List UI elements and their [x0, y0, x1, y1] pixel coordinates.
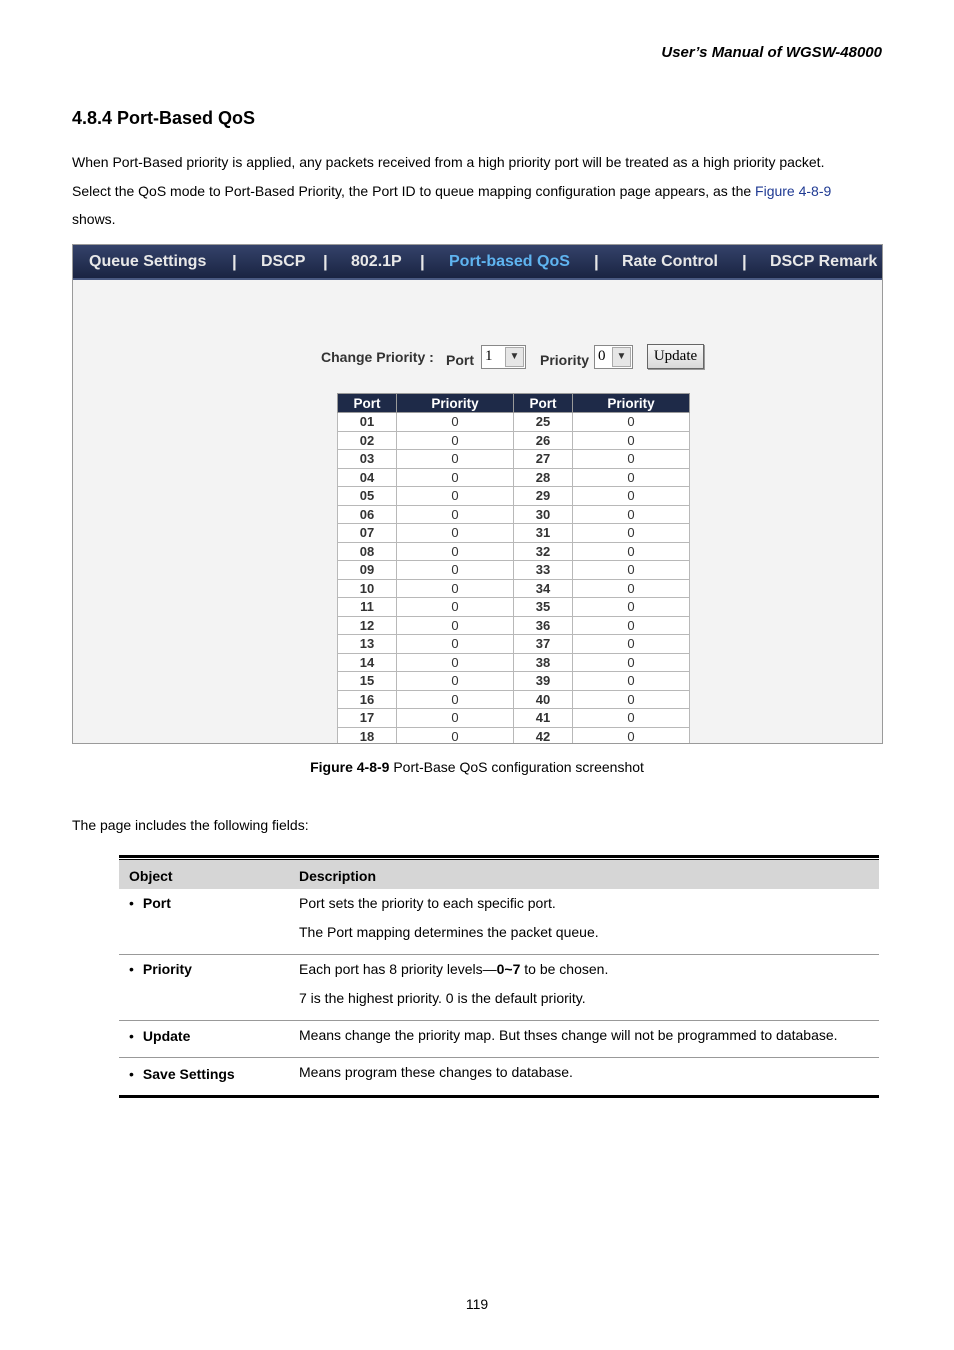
nav-separator: |: [594, 252, 599, 271]
field-row-save-settings: [119, 1058, 879, 1095]
table-row: [338, 431, 690, 450]
priority-cell: 0: [397, 690, 514, 709]
priority-cell: 0: [397, 598, 514, 617]
col-object: Object: [129, 868, 173, 884]
port-qos-screenshot: [72, 244, 883, 744]
port-cell: 30: [514, 505, 573, 524]
port-priority-table: [337, 393, 690, 744]
chevron-down-icon: ▼: [505, 347, 524, 367]
priority-cell: 0: [573, 690, 690, 709]
desc-line: [299, 955, 874, 984]
priority-cell: 0: [573, 542, 690, 561]
priority-cell: 0: [573, 413, 690, 432]
desc-line: Port sets the priority to each specific port.: [299, 895, 556, 911]
caption-text: Port-Base QoS configuration screenshot: [389, 759, 644, 775]
fields-table: [119, 855, 879, 1098]
qos-nav-bar: [73, 245, 882, 280]
desc-line: Means change the priority map. But thses change will not be programmed to database.: [299, 1027, 838, 1043]
priority-cell: 0: [573, 635, 690, 654]
priority-label: Priority: [540, 352, 590, 368]
table-row: [338, 616, 690, 635]
field-name: • Priority: [129, 961, 192, 977]
port-cell: 35: [514, 598, 573, 617]
port-cell: 36: [514, 616, 573, 635]
priority-cell: 0: [397, 616, 514, 635]
nav-separator: |: [232, 252, 237, 271]
port-cell: 25: [514, 413, 573, 432]
field-row-update: [119, 1021, 879, 1058]
table-header-row: [338, 394, 690, 413]
desc-text: to be chosen.: [520, 961, 609, 977]
port-cell: 42: [514, 727, 573, 744]
table-row: [338, 579, 690, 598]
intro-line-2: [72, 177, 872, 206]
table-row: [338, 561, 690, 580]
desc-text: Each port has 8 priority levels—: [299, 961, 497, 977]
port-cell: 10: [338, 579, 397, 598]
priority-cell: 0: [397, 672, 514, 691]
port-cell: 01: [338, 413, 397, 432]
priority-cell: 0: [573, 431, 690, 450]
port-cell: 18: [338, 727, 397, 744]
priority-cell: 0: [573, 653, 690, 672]
priority-cell: 0: [573, 505, 690, 524]
priority-cell: 0: [397, 709, 514, 728]
port-cell: 14: [338, 653, 397, 672]
field-row-priority: [119, 955, 879, 1021]
port-cell: 05: [338, 487, 397, 506]
priority-cell: 0: [397, 524, 514, 543]
intro-line-3: shows.: [72, 211, 116, 227]
nav-separator: |: [742, 252, 747, 271]
col-priority: Priority: [573, 394, 690, 413]
fields-intro: The page includes the following fields:: [72, 817, 309, 833]
nav-separator: |: [420, 252, 425, 271]
priority-cell: 0: [573, 579, 690, 598]
table-row: [338, 505, 690, 524]
field-description: [299, 889, 874, 946]
desc-line: The Port mapping determines the packet queue.: [299, 923, 599, 940]
port-cell: 34: [514, 579, 573, 598]
priority-cell: 0: [573, 598, 690, 617]
manual-header: User’s Manual of WGSW-48000: [661, 44, 882, 61]
col-port: Port: [338, 394, 397, 413]
priority-cell: 0: [397, 561, 514, 580]
port-cell: 17: [338, 709, 397, 728]
port-cell: 33: [514, 561, 573, 580]
port-cell: 28: [514, 468, 573, 487]
table-row: [338, 690, 690, 709]
priority-cell: 0: [397, 727, 514, 744]
desc-line: Means program these changes to database.: [299, 1064, 573, 1080]
desc-line: 7 is the highest priority. 0 is the default priority.: [299, 989, 586, 1006]
priority-cell: 0: [573, 524, 690, 543]
table-bottom-rule: [119, 1095, 879, 1098]
table-row: [338, 635, 690, 654]
table-row: [338, 487, 690, 506]
port-cell: 13: [338, 635, 397, 654]
tab-rate-control[interactable]: Rate Control: [622, 253, 718, 270]
port-label: Port: [446, 352, 474, 368]
change-priority-label: Change Priority :: [321, 349, 434, 365]
port-cell: 16: [338, 690, 397, 709]
table-top-rule: [119, 855, 879, 858]
tab-queue-settings[interactable]: Queue Settings: [89, 253, 207, 270]
priority-cell: 0: [397, 579, 514, 598]
table-row: [338, 542, 690, 561]
table-row: [338, 598, 690, 617]
table-row: [338, 653, 690, 672]
fields-table-header: [119, 860, 879, 889]
priority-cell: 0: [573, 468, 690, 487]
priority-cell: 0: [397, 505, 514, 524]
col-description: Description: [299, 868, 377, 884]
port-cell: 02: [338, 431, 397, 450]
priority-cell: 0: [397, 468, 514, 487]
port-cell: 38: [514, 653, 573, 672]
field-description: [299, 1058, 874, 1087]
tab-dscp[interactable]: DSCP: [261, 253, 306, 270]
field-name: • Port: [129, 895, 171, 911]
priority-cell: 0: [573, 561, 690, 580]
port-cell: 08: [338, 542, 397, 561]
priority-cell: 0: [397, 653, 514, 672]
priority-cell: 0: [397, 431, 514, 450]
port-cell: 27: [514, 450, 573, 469]
port-cell: 32: [514, 542, 573, 561]
priority-range: 0~7: [496, 961, 521, 977]
tab-dscp-remark[interactable]: DSCP Remark: [770, 253, 878, 270]
table-row: [338, 709, 690, 728]
priority-cell: 0: [397, 542, 514, 561]
port-cell: 26: [514, 431, 573, 450]
priority-cell: 0: [573, 450, 690, 469]
tab-port-based-qos[interactable]: Port-based QoS: [449, 253, 570, 270]
intro-line-2-text: Select the QoS mode to Port-Based Priority, the Port ID to queue mapping configuration page appears, as the: [72, 182, 756, 199]
nav-separator: |: [323, 252, 328, 271]
priority-cell: 0: [397, 413, 514, 432]
port-cell: 11: [338, 598, 397, 617]
field-description: [299, 955, 874, 1012]
chevron-down-icon: ▼: [612, 347, 631, 367]
field-description: [299, 1021, 874, 1050]
priority-select-value: 0: [598, 348, 606, 364]
field-row-port: [119, 889, 879, 955]
table-row: [338, 450, 690, 469]
table-row: [338, 468, 690, 487]
priority-cell: 0: [573, 709, 690, 728]
port-cell: 04: [338, 468, 397, 487]
figure-link[interactable]: Figure 4-8-9: [755, 182, 832, 199]
port-select-value: 1: [485, 348, 493, 364]
priority-cell: 0: [573, 616, 690, 635]
table-row: [338, 727, 690, 744]
intro-line-1: When Port-Based priority is applied, any packets received from a high priority port will be treated as a high priority packet.: [72, 154, 825, 170]
priority-cell: 0: [397, 450, 514, 469]
tab-8021p[interactable]: 802.1P: [351, 253, 402, 270]
table-row: [338, 413, 690, 432]
port-select[interactable]: [481, 345, 526, 369]
table-row: [338, 524, 690, 543]
page-number: 119: [465, 1296, 489, 1312]
port-cell: 09: [338, 561, 397, 580]
priority-cell: 0: [573, 672, 690, 691]
col-priority: Priority: [397, 394, 514, 413]
intro-paragraph: [72, 148, 872, 234]
port-cell: 12: [338, 616, 397, 635]
col-port: Port: [514, 394, 573, 413]
priority-cell: 0: [397, 487, 514, 506]
port-cell: 06: [338, 505, 397, 524]
priority-select[interactable]: [594, 345, 633, 369]
port-cell: 40: [514, 690, 573, 709]
field-name: • Save Settings: [129, 1066, 235, 1082]
port-cell: 37: [514, 635, 573, 654]
table-row: [338, 672, 690, 691]
port-cell: 15: [338, 672, 397, 691]
update-button[interactable]: Update: [647, 344, 704, 369]
priority-cell: 0: [397, 635, 514, 654]
port-cell: 29: [514, 487, 573, 506]
port-cell: 39: [514, 672, 573, 691]
priority-cell: 0: [573, 727, 690, 744]
field-name: • Update: [129, 1028, 190, 1044]
caption-label: Figure 4-8-9: [310, 759, 390, 775]
section-title: 4.8.4 Port-Based QoS: [72, 108, 256, 128]
port-cell: 41: [514, 709, 573, 728]
port-cell: 31: [514, 524, 573, 543]
port-cell: 03: [338, 450, 397, 469]
figure-caption: [0, 759, 954, 775]
priority-cell: 0: [573, 487, 690, 506]
port-cell: 07: [338, 524, 397, 543]
